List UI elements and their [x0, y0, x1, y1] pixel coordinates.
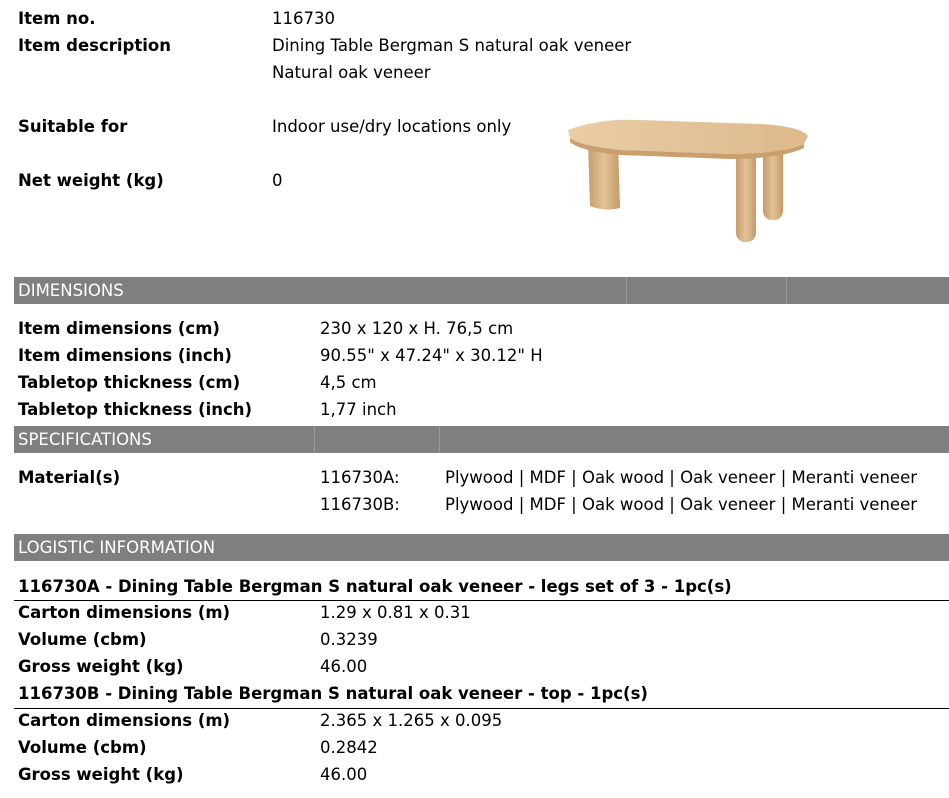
item-description-line1: Dining Table Bergman S natural oak veneer — [272, 36, 632, 55]
material-code: 116730A: — [320, 468, 400, 487]
material-label: Material(s) — [18, 468, 121, 487]
dimension-value: 90.55" x 47.24" x 30.12" H — [320, 346, 543, 365]
item-description-label: Item description — [18, 36, 171, 55]
logistic-label: Gross weight (kg) — [18, 657, 184, 676]
material-value: Plywood | MDF | Oak wood | Oak veneer | Meranti veneer — [445, 495, 917, 514]
dimension-label: Tabletop thickness (inch) — [18, 400, 253, 419]
item-no-label: Item no. — [18, 9, 96, 28]
dimension-value: 4,5 cm — [320, 373, 377, 392]
header-divider — [314, 426, 315, 453]
dimensions-title: DIMENSIONS — [18, 281, 124, 300]
package-heading: 116730A - Dining Table Bergman S natural oak veneer - legs set of 3 - 1pc(s) — [18, 577, 732, 596]
logistic-value: 0.3239 — [320, 630, 378, 649]
logistic-value: 46.00 — [320, 657, 368, 676]
dimension-value: 1,77 inch — [320, 400, 397, 419]
logistic-value: 2.365 x 1.265 x 0.095 — [320, 711, 503, 730]
logistic-label: Carton dimensions (m) — [18, 603, 231, 622]
package-divider — [14, 708, 949, 709]
suitable-for-value: Indoor use/dry locations only — [272, 117, 512, 136]
logistic-label: Carton dimensions (m) — [18, 711, 231, 730]
logistic-label: Gross weight (kg) — [18, 765, 184, 784]
logistic-value: 46.00 — [320, 765, 368, 784]
item-description-line2: Natural oak veneer — [272, 63, 431, 82]
net-weight-label: Net weight (kg) — [18, 171, 164, 190]
material-value: Plywood | MDF | Oak wood | Oak veneer | Meranti veneer — [445, 468, 917, 487]
header-divider — [439, 426, 440, 453]
logistic-value: 0.2842 — [320, 738, 378, 757]
dimension-label: Item dimensions (inch) — [18, 346, 232, 365]
dimensions-section-header — [14, 277, 949, 304]
item-no-value: 116730 — [272, 9, 335, 28]
material-code: 116730B: — [320, 495, 400, 514]
suitable-for-label: Suitable for — [18, 117, 128, 136]
header-divider — [626, 277, 627, 304]
logistic-value: 1.29 x 0.81 x 0.31 — [320, 603, 471, 622]
logistic-section-header — [14, 534, 949, 561]
dimension-value: 230 x 120 x H. 76,5 cm — [320, 319, 514, 338]
specifications-title: SPECIFICATIONS — [18, 430, 152, 449]
header-divider — [786, 277, 787, 304]
net-weight-value: 0 — [272, 171, 283, 190]
product-image — [560, 112, 818, 250]
package-divider — [14, 600, 949, 601]
logistic-title: LOGISTIC INFORMATION — [18, 538, 216, 557]
package-heading: 116730B - Dining Table Bergman S natural oak veneer - top - 1pc(s) — [18, 684, 648, 703]
specifications-section-header — [14, 426, 949, 453]
dimension-label: Item dimensions (cm) — [18, 319, 220, 338]
logistic-label: Volume (cbm) — [18, 738, 147, 757]
logistic-label: Volume (cbm) — [18, 630, 147, 649]
dimension-label: Tabletop thickness (cm) — [18, 373, 241, 392]
